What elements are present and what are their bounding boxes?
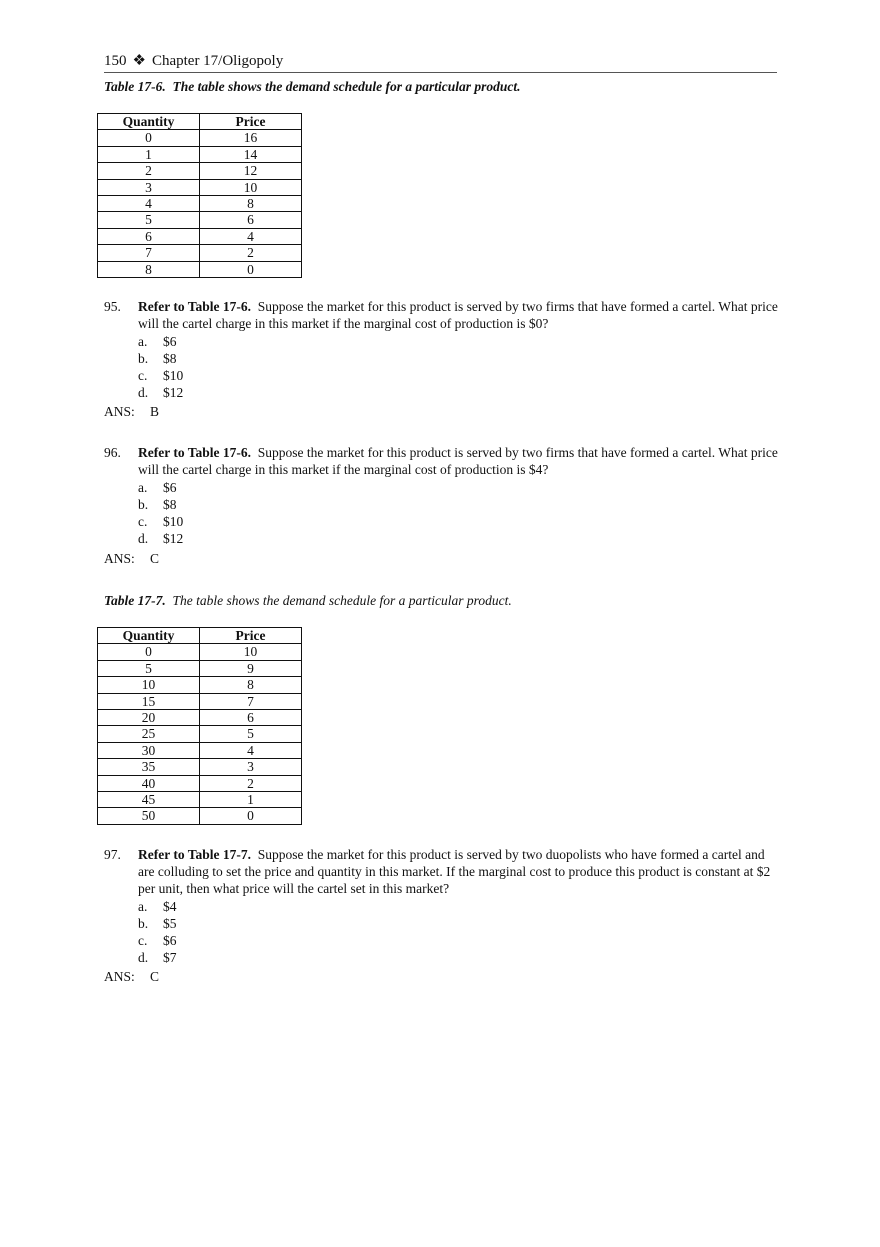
caption-text: The table shows the demand schedule for a particular product.: [172, 593, 512, 608]
caption-label: Table 17-6.: [104, 79, 166, 94]
table-header-row: [98, 114, 302, 130]
table-row: [98, 660, 302, 676]
choice-item: [138, 898, 784, 915]
choice-item: [138, 333, 784, 350]
cell-quantity: 5: [98, 660, 200, 676]
cell-price: 3: [200, 759, 302, 775]
question-number: 97.: [104, 847, 121, 862]
table-reference: Refer to Table 17-6.: [138, 445, 251, 460]
table-row: [98, 228, 302, 244]
table-row: [98, 726, 302, 742]
cell-price: 2: [200, 775, 302, 791]
table-row: [98, 742, 302, 758]
table-row: [98, 759, 302, 775]
answer-95: [104, 403, 159, 420]
choice-letter: b.: [138, 497, 149, 512]
table-row: [98, 693, 302, 709]
answer-value: C: [150, 551, 160, 566]
demand-table-17-6: [97, 113, 302, 278]
choice-item: [138, 496, 784, 513]
cell-price: 5: [200, 726, 302, 742]
question-stem: [138, 444, 784, 478]
table-row: [98, 179, 302, 195]
choice-item: [138, 949, 784, 966]
cell-price: 8: [200, 677, 302, 693]
table-row: [98, 808, 302, 824]
choice-item: [138, 530, 784, 547]
question-96: [104, 444, 784, 547]
cell-price: 4: [200, 742, 302, 758]
cell-price: 10: [200, 179, 302, 195]
page-number: 150: [104, 53, 127, 69]
choice-text: $10: [163, 368, 184, 383]
table-row: [98, 163, 302, 179]
choice-item: [138, 915, 784, 932]
choice-letter: a.: [138, 480, 148, 495]
choice-text: $5: [163, 916, 177, 931]
answer-label: ANS:: [104, 404, 135, 419]
question-97: [104, 846, 784, 966]
table-row: [98, 644, 302, 660]
column-header-quantity: Quantity: [98, 114, 200, 130]
answer-choices: [138, 333, 784, 401]
table-row: [98, 146, 302, 162]
question-stem: [138, 298, 784, 332]
cell-quantity: 1: [98, 146, 200, 162]
cell-price: 12: [200, 163, 302, 179]
column-header-quantity: Quantity: [98, 628, 200, 644]
choice-text: $10: [163, 514, 184, 529]
caption-label: Table 17-7.: [104, 593, 166, 608]
column-header-price: Price: [200, 628, 302, 644]
question-text: Suppose the market for this product is served by two duopolists who have formed a cartel and are colluding to set the price and quantity in this market. If the marginal cost to produce this product is constant at $2 per unit, then what price will the cartel set in this market?: [138, 847, 771, 896]
choice-letter: a.: [138, 334, 148, 349]
table-row: [98, 775, 302, 791]
choice-letter: c.: [138, 514, 148, 529]
question-stem: [138, 846, 783, 897]
question-number: 95.: [104, 299, 121, 314]
answer-choices: [138, 479, 784, 547]
choice-item: [138, 367, 784, 384]
choice-item: [138, 384, 784, 401]
cell-quantity: 8: [98, 261, 200, 277]
table-17-7-caption: [104, 593, 512, 609]
table-row: [98, 792, 302, 808]
choice-text: $7: [163, 950, 177, 965]
caption-text: The table shows the demand schedule for a particular product.: [172, 79, 521, 94]
table-row: [98, 212, 302, 228]
choice-letter: d.: [138, 531, 149, 546]
answer-value: B: [150, 404, 160, 419]
cell-quantity: 35: [98, 759, 200, 775]
cell-price: 0: [200, 261, 302, 277]
question-text: Suppose the market for this product is served by two firms that have formed a cartel. What price will the cartel charge in this market if the marginal cost of production is $4?: [138, 445, 778, 477]
choice-letter: a.: [138, 899, 148, 914]
cell-price: 4: [200, 228, 302, 244]
cell-price: 0: [200, 808, 302, 824]
cell-quantity: 10: [98, 677, 200, 693]
cell-quantity: 2: [98, 163, 200, 179]
cell-quantity: 5: [98, 212, 200, 228]
table-row: [98, 130, 302, 146]
page-header: [104, 52, 777, 73]
cell-price: 2: [200, 245, 302, 261]
cell-quantity: 45: [98, 792, 200, 808]
demand-table-17-7: [97, 627, 302, 825]
table-reference: Refer to Table 17-6.: [138, 299, 251, 314]
choice-letter: d.: [138, 950, 149, 965]
answer-choices: [138, 898, 784, 966]
choice-item: [138, 932, 784, 949]
table-row: [98, 677, 302, 693]
cell-price: 7: [200, 693, 302, 709]
choice-text: $4: [163, 899, 177, 914]
cell-quantity: 0: [98, 644, 200, 660]
cell-quantity: 15: [98, 693, 200, 709]
cell-price: 9: [200, 660, 302, 676]
cell-quantity: 40: [98, 775, 200, 791]
table-row: [98, 196, 302, 212]
cell-price: 10: [200, 644, 302, 660]
choice-text: $6: [163, 334, 177, 349]
table-row: [98, 261, 302, 277]
cell-price: 8: [200, 196, 302, 212]
question-text: Suppose the market for this product is served by two firms that have formed a cartel. What price will the cartel charge in this market if the marginal cost of production is $0?: [138, 299, 778, 331]
cell-price: 6: [200, 710, 302, 726]
table-17-6-caption: [104, 79, 521, 95]
cell-quantity: 4: [98, 196, 200, 212]
choice-letter: b.: [138, 916, 149, 931]
cell-price: 1: [200, 792, 302, 808]
cell-quantity: 50: [98, 808, 200, 824]
cell-price: 14: [200, 146, 302, 162]
answer-value: C: [150, 969, 160, 984]
answer-96: [104, 550, 159, 567]
question-95: [104, 298, 784, 401]
choice-letter: c.: [138, 933, 148, 948]
table-row: [98, 245, 302, 261]
choice-text: $8: [163, 497, 177, 512]
choice-letter: d.: [138, 385, 149, 400]
chapter-title: Chapter 17/Oligopoly: [151, 53, 284, 69]
cell-quantity: 7: [98, 245, 200, 261]
cell-quantity: 0: [98, 130, 200, 146]
choice-letter: c.: [138, 368, 148, 383]
choice-letter: b.: [138, 351, 149, 366]
choice-text: $8: [163, 351, 177, 366]
cell-quantity: 30: [98, 742, 200, 758]
table-reference: Refer to Table 17-7.: [138, 847, 251, 862]
choice-item: [138, 479, 784, 496]
choice-text: $6: [163, 933, 177, 948]
question-number: 96.: [104, 445, 121, 460]
choice-item: [138, 350, 784, 367]
choice-text: $12: [163, 385, 184, 400]
diamond-separator-icon: ❖: [132, 53, 146, 69]
answer-97: [104, 968, 159, 985]
choice-item: [138, 513, 784, 530]
table-row: [98, 710, 302, 726]
table-header-row: [98, 628, 302, 644]
column-header-price: Price: [200, 114, 302, 130]
cell-quantity: 25: [98, 726, 200, 742]
choice-text: $12: [163, 531, 184, 546]
cell-price: 16: [200, 130, 302, 146]
cell-quantity: 6: [98, 228, 200, 244]
answer-label: ANS:: [104, 969, 135, 984]
cell-quantity: 3: [98, 179, 200, 195]
cell-price: 6: [200, 212, 302, 228]
answer-label: ANS:: [104, 551, 135, 566]
cell-quantity: 20: [98, 710, 200, 726]
choice-text: $6: [163, 480, 177, 495]
